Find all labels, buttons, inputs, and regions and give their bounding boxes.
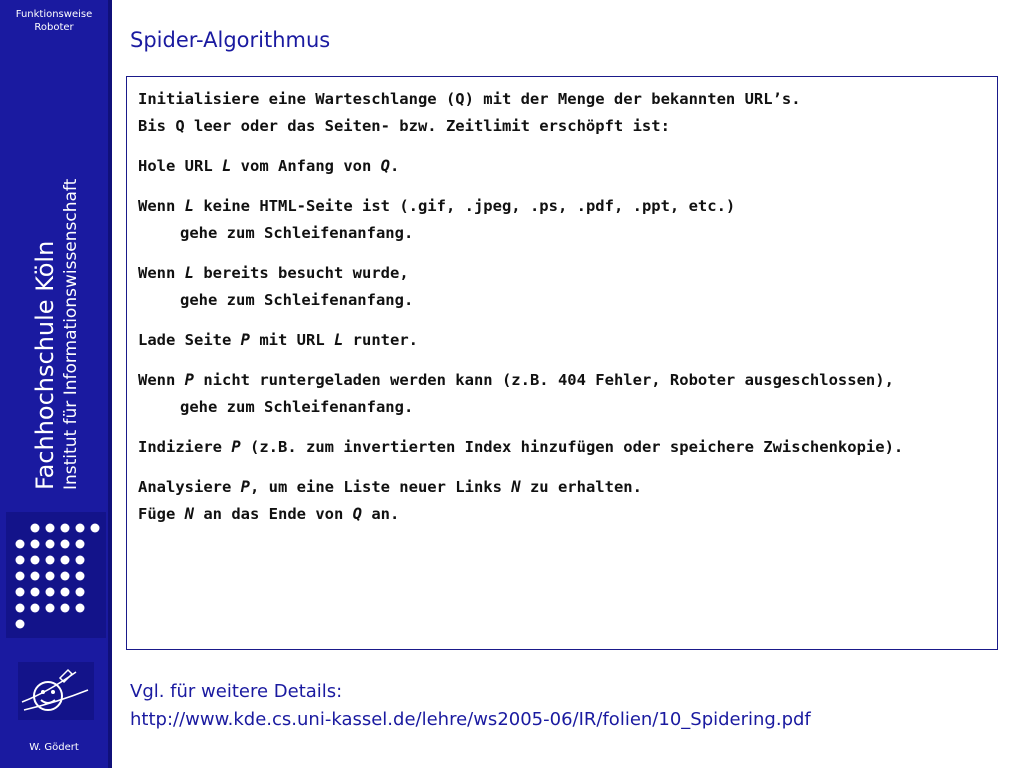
step-text: vom Anfang von [231,157,381,175]
step-text: . [390,157,400,175]
decorative-dot [61,588,70,597]
step-text: Wenn [138,264,185,282]
decorative-dot [76,556,85,565]
algorithm-box [126,76,998,650]
step-text: keine HTML-Seite ist (.gif, .jpeg, .ps, .pdf, .ppt, etc.) [194,197,736,215]
step-indent: gehe zum Schleifenanfang. [180,224,414,242]
sidebar-topic-line2: Roboter [34,22,74,33]
step-indent: gehe zum Schleifenanfang. [180,291,414,309]
variable: P [184,371,195,389]
step-text: runter. [343,331,418,349]
decorative-dot [91,524,100,533]
step-fetch-url [138,153,987,180]
sidebar-topic [0,8,108,34]
footer-label: Vgl. für weitere Details: [130,681,343,702]
variable: L [222,157,232,175]
variable: N [184,505,195,523]
step-analyze [138,474,987,501]
step-indent: gehe zum Schleifenanfang. [180,398,414,416]
institute-name: Institut für Informationswissenschaft [61,178,81,490]
step-download-error [138,367,987,421]
step-loop: Bis Q leer oder das Seiten- bzw. Zeitlimit erschöpft ist: [138,117,670,135]
step-text: an. [362,505,400,523]
step-text: Wenn [138,371,185,389]
step-text: Füge [138,505,185,523]
step-text: an das Ende von [194,505,353,523]
decorative-dot [16,620,25,629]
variable: N [511,478,521,496]
decorative-dot [76,572,85,581]
decorative-dot [16,540,25,549]
step-index [138,434,987,461]
step-text: Lade Seite [138,331,241,349]
slide-title: Spider-Algorithmus [130,28,331,52]
decorative-dot [61,524,70,533]
variable: P [240,331,250,349]
decorative-dot [46,604,55,613]
step-text: (z.B. zum invertierten Index hinzufügen oder speichere Zwischenkopie). [240,438,904,456]
variable: L [184,264,195,282]
decorative-dot [46,540,55,549]
decorative-dot [16,572,25,581]
decorative-dot [46,556,55,565]
decorative-dot [76,604,85,613]
decorative-dot [46,524,55,533]
variable: P [240,478,250,496]
decorative-dot [46,588,55,597]
decorative-dot [31,556,40,565]
decorative-dot [31,572,40,581]
author-name: W. Gödert [29,742,79,753]
step-text: mit URL [250,331,334,349]
variable: L [184,197,195,215]
step-init: Initialisiere eine Warteschlange (Q) mit der Menge der bekannten URL’s. [138,90,801,108]
step-text: Analysiere [138,478,241,496]
decorative-dot [31,540,40,549]
dot-pattern [6,512,106,638]
step-check-html [138,193,987,247]
step-check-visited [138,260,987,314]
footer-reference [130,678,811,734]
sidebar-edge [108,0,112,768]
decorative-dot [16,556,25,565]
decorative-dot [61,572,70,581]
decorative-dot [31,604,40,613]
step-text: bereits besucht wurde, [194,264,409,282]
decorative-dot [16,604,25,613]
sidebar-school-block [30,90,82,490]
decorative-dot [16,588,25,597]
sidebar [0,0,112,768]
footer-link[interactable]: http://www.kde.cs.uni-kassel.de/lehre/ws2005-06/IR/folien/10_Spidering.pdf [130,709,811,730]
step-text: Indiziere [138,438,232,456]
step-text: zu erhalten. [520,478,642,496]
decorative-dot [61,540,70,549]
step-text: Wenn [138,197,185,215]
step-text: , um eine Liste neuer Links [250,478,512,496]
variable: L [334,331,344,349]
decorative-dot [61,556,70,565]
decorative-dot [46,572,55,581]
variable: Q [380,157,390,175]
smiley-face-icon [18,662,94,720]
sidebar-topic-line1: Funktionsweise [15,9,93,20]
step-append [138,501,987,528]
decorative-dot [76,524,85,533]
decorative-dot [31,524,40,533]
decorative-dot [31,588,40,597]
school-name: Fachhochschule Köln [31,240,59,490]
decorative-dot [61,604,70,613]
step-text: Hole URL [138,157,222,175]
decorative-dot [76,588,85,597]
decorative-dot [76,540,85,549]
variable: Q [352,505,362,523]
variable: P [231,438,241,456]
step-download [138,327,987,354]
step-text: nicht runtergeladen werden kann (z.B. 404 Fehler, Roboter ausgeschlossen), [194,371,894,389]
